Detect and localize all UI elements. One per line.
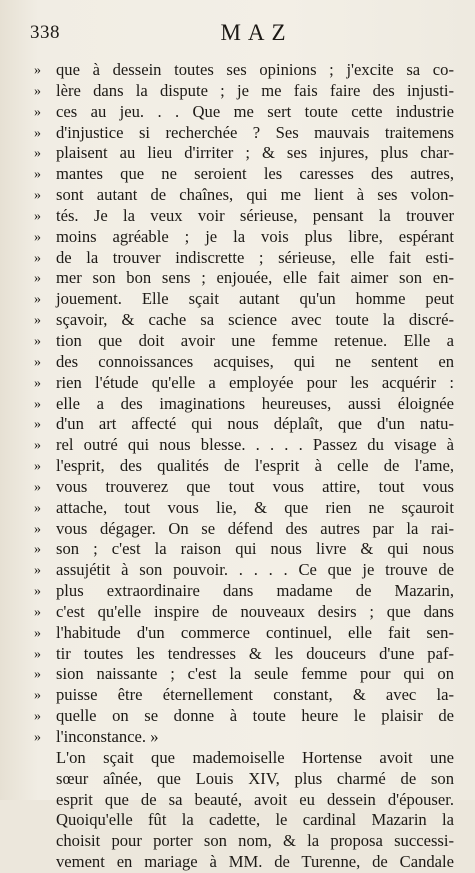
quote-mark: » <box>34 521 41 537</box>
line-text: moins agréable ; je la vois plus libre, espérant <box>56 226 454 246</box>
line-text: jouement. Elle sçait autant qu'un homme peut <box>56 289 454 309</box>
quote-mark: » <box>34 396 41 412</box>
text-line <box>34 456 454 477</box>
quote-mark: » <box>34 292 41 308</box>
text-line <box>34 435 454 456</box>
quote-mark: » <box>34 646 41 662</box>
quote-mark: » <box>34 146 41 162</box>
line-text: l'habitude d'un commerce continuel, elle fait sen- <box>56 622 454 642</box>
line-text: rien l'étude qu'elle a employée pour les acquérir : <box>56 372 454 392</box>
line-text: sion naissante ; c'est la seule femme pour qui on <box>56 664 454 684</box>
quote-mark: » <box>34 313 41 329</box>
line-text: L'on sçait que mademoiselle Hortense avoit une <box>56 747 454 767</box>
line-text: vous trouverez que tout vous attire, tout vous <box>56 476 454 496</box>
quote-mark: » <box>34 563 41 579</box>
quote-mark: » <box>34 479 41 495</box>
quote-mark: » <box>34 500 41 516</box>
quote-mark: » <box>34 625 41 641</box>
text-line <box>34 623 454 644</box>
text-line <box>34 206 454 227</box>
text-line <box>34 498 454 519</box>
quote-mark: » <box>34 709 41 725</box>
text-line <box>34 706 454 727</box>
text-line <box>34 394 454 415</box>
line-text: mantes que ne seroient les caresses des autres, <box>56 164 454 184</box>
quote-mark: » <box>34 604 41 620</box>
quote-mark <box>34 810 56 831</box>
text-line <box>34 852 454 873</box>
text-line <box>34 268 454 289</box>
line-text: esprit que de sa beauté, avoit eu dessein d'épouser. <box>56 789 454 809</box>
text-line <box>34 373 454 394</box>
text-line <box>34 289 454 310</box>
quote-mark: » <box>34 125 41 141</box>
quote-mark: » <box>34 438 41 454</box>
text-line <box>34 352 454 373</box>
line-text: que à dessein toutes ses opinions ; j'excite sa co- <box>56 60 454 79</box>
quote-mark <box>34 790 56 811</box>
line-text: l'esprit, des qualités de l'esprit à celle de l'ame, <box>56 456 454 476</box>
text-line <box>34 123 454 144</box>
line-text: lère dans la dispute ; je me fais faire des injusti- <box>56 80 454 100</box>
line-text: plus extraordinaire dans madame de Mazarin, <box>56 581 454 601</box>
line-text: sœur aînée, que Louis XIV, plus charmé de son <box>56 768 454 788</box>
quote-mark: » <box>34 104 41 120</box>
quote-mark: » <box>34 63 41 78</box>
body-text <box>34 60 454 873</box>
text-line <box>34 539 454 560</box>
line-text: des connoissances acquises, qui ne sentent en <box>56 351 454 371</box>
text-line <box>34 581 454 602</box>
line-text: ces au jeu. . . Que me sert toute cette industrie <box>56 101 454 121</box>
line-text: attache, tout vous lie, & que rien ne sçauroit <box>56 497 454 517</box>
line-text: plaisent au lieu d'irriter ; & ses injures, plus char- <box>56 143 454 163</box>
quote-mark: » <box>34 584 41 600</box>
quote-mark <box>34 852 56 873</box>
text-line <box>34 102 454 123</box>
quote-mark: » <box>34 188 41 204</box>
quote-mark: » <box>34 208 41 224</box>
text-line <box>34 477 454 498</box>
text-line <box>34 60 454 81</box>
running-head: MAZ <box>220 20 293 45</box>
line-text: elle a des imaginations heureuses, aussi éloignée <box>56 393 454 413</box>
text-line <box>34 81 454 102</box>
page-number: 338 <box>30 22 60 43</box>
line-text: tion que doit avoir une femme retenue. Elle a <box>56 330 454 350</box>
quote-mark: » <box>34 667 41 683</box>
quote-mark <box>34 769 56 790</box>
quote-mark: » <box>34 375 41 391</box>
quote-mark <box>34 831 56 852</box>
quote-mark: » <box>34 354 41 370</box>
text-line <box>34 331 454 352</box>
text-line <box>34 727 454 748</box>
line-text: c'est qu'elle inspire de nouveaux desirs ; que dans <box>56 601 454 621</box>
line-text: sçavoir, & cache sa science avec toute la discré- <box>56 310 454 330</box>
quote-mark: » <box>34 250 41 266</box>
line-text: sont autant de chaînes, qui me lient à ses volon- <box>56 185 454 205</box>
quote-mark: » <box>34 688 41 704</box>
text-line <box>34 831 454 852</box>
text-line <box>34 164 454 185</box>
line-text: l'inconstance. » <box>56 727 159 746</box>
line-text: d'injustice si recherchée ? Ses mauvais traitemens <box>56 122 454 142</box>
line-text: vous dégager. On se défend des autres par la rai- <box>56 518 454 538</box>
quote-mark: » <box>34 83 41 99</box>
line-text: rel outré qui nous blesse. . . . . Passez du visage à <box>56 435 454 455</box>
text-line <box>34 248 454 269</box>
line-text: assujétit à son pouvoir. . . . . Ce que je trouve de <box>56 560 454 580</box>
line-text: mer son bon sens ; enjouée, elle fait aimer son en- <box>56 268 454 288</box>
line-text: puisse être éternellement constant, & avec la- <box>56 685 454 705</box>
text-line <box>34 810 454 831</box>
text-line <box>34 790 454 811</box>
quote-mark <box>34 748 56 769</box>
line-text: tés. Je la veux voir sérieuse, pensant la trouver <box>56 205 454 225</box>
text-line <box>34 310 454 331</box>
line-text: tir toutes les tendresses & les douceurs d'une paf- <box>56 643 454 663</box>
line-text: de la trouver indiscrette ; sérieuse, elle fait esti- <box>56 247 454 267</box>
line-text: vement en mariage à MM. de Turenne, de Candale <box>56 852 454 872</box>
quote-mark: » <box>34 167 41 183</box>
quote-mark: » <box>34 417 41 433</box>
text-line <box>34 227 454 248</box>
text-line <box>34 664 454 685</box>
quote-mark: » <box>34 333 41 349</box>
quote-mark: » <box>34 730 41 745</box>
text-line <box>34 748 454 769</box>
text-line <box>34 414 454 435</box>
line-text: son ; c'est la raison qui nous livre & qui nous <box>56 539 454 559</box>
line-text: Quoiqu'elle fût la cadette, le cardinal Mazarin la <box>56 810 454 830</box>
text-line <box>34 769 454 790</box>
text-line <box>34 685 454 706</box>
text-line <box>34 602 454 623</box>
quote-mark: » <box>34 271 41 287</box>
quote-mark: » <box>34 229 41 245</box>
line-text: quelle on se donne à toute heure le plaisir de <box>56 706 454 726</box>
line-text: choisit pour porter son nom, & la proposa successi- <box>56 831 454 851</box>
quote-mark: » <box>34 459 41 475</box>
text-line <box>34 519 454 540</box>
text-line <box>34 185 454 206</box>
text-line <box>34 644 454 665</box>
text-line <box>34 560 454 581</box>
line-text: d'un art affecté qui nous déplaît, que d'un natu- <box>56 414 454 434</box>
quote-mark: » <box>34 542 41 558</box>
text-line <box>34 143 454 164</box>
